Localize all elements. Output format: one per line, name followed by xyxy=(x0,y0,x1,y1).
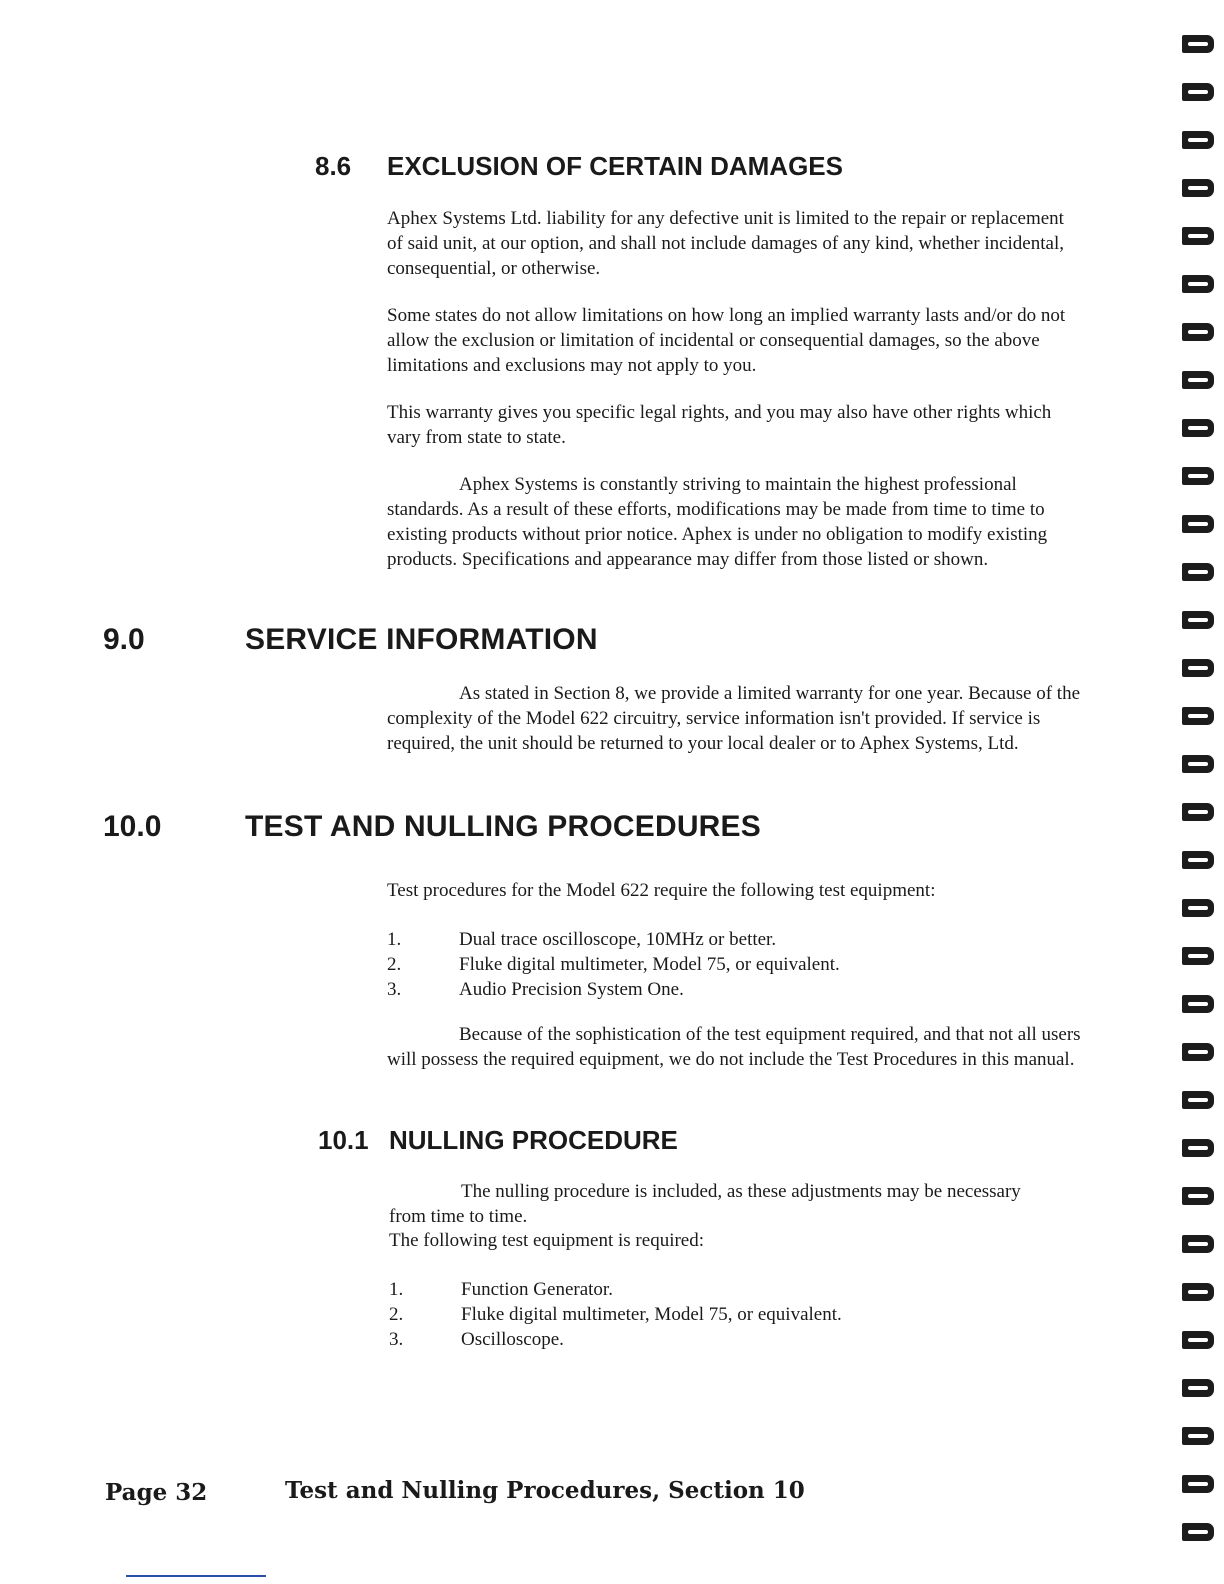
list-item-text: Fluke digital multimeter, Model 75, or equivalent. xyxy=(461,1304,842,1325)
binding-ring xyxy=(1182,899,1214,917)
section-10-equipment-list xyxy=(387,927,987,1002)
binding-ring xyxy=(1182,803,1214,821)
binding-ring xyxy=(1182,83,1214,101)
binding-ring xyxy=(1182,35,1214,53)
section-10-1-number: 10.1 xyxy=(318,1125,369,1155)
binding-ring xyxy=(1182,323,1214,341)
section-8-6-paragraph-2: Some states do not allow limitations on how long an implied warranty lasts and/or do not allow the exclusion or limitation of incidental or consequential damages, so the above limitations and exclusions may not apply to you. xyxy=(387,305,1066,376)
binding-ring xyxy=(1182,851,1214,869)
binding-ring xyxy=(1182,611,1214,629)
list-item xyxy=(389,1327,989,1352)
binding-ring xyxy=(1182,1523,1214,1541)
binding-ring xyxy=(1182,1235,1214,1253)
section-10-title: TEST AND NULLING PROCEDURES xyxy=(245,810,761,843)
list-item-number: 1. xyxy=(387,929,402,950)
section-10-1-paragraph-2: The following test equipment is required: xyxy=(389,1230,705,1251)
binding-ring xyxy=(1182,563,1214,581)
binding-ring xyxy=(1182,179,1214,197)
list-item-number: 3. xyxy=(389,1329,404,1350)
section-10-intro: Test procedures for the Model 622 require the following test equipment: xyxy=(387,880,936,901)
list-item xyxy=(387,977,987,1002)
list-item-number: 1. xyxy=(389,1279,404,1300)
list-item-number: 2. xyxy=(387,954,402,975)
section-8-6-number: 8.6 xyxy=(315,151,352,181)
section-8-6-paragraph-1: Aphex Systems Ltd. liability for any defective unit is limited to the repair or replacement of said unit, at our option, and shall not include damages of any kind, whether incidental, consequential, or otherwise. xyxy=(387,208,1064,279)
list-item-number: 2. xyxy=(389,1304,404,1325)
section-10-paragraph-2: Because of the sophistication of the test equipment required, and that not all users will possess the required equipment, we do not include the Test Procedures in this manual. xyxy=(387,1024,1081,1070)
binding-ring xyxy=(1182,1139,1214,1157)
binding-ring xyxy=(1182,275,1214,293)
binding-ring xyxy=(1182,1427,1214,1445)
section-10-1-equipment-list xyxy=(389,1277,989,1352)
bottom-rule xyxy=(126,1575,266,1577)
binding-ring xyxy=(1182,1379,1214,1397)
binding-ring xyxy=(1182,467,1214,485)
binding-ring xyxy=(1182,947,1214,965)
binding-ring xyxy=(1182,1283,1214,1301)
section-10-number: 10.0 xyxy=(103,810,162,843)
section-8-6-title: EXCLUSION OF CERTAIN DAMAGES xyxy=(387,151,843,181)
list-item-number: 3. xyxy=(387,979,402,1000)
list-item-text: Function Generator. xyxy=(461,1279,613,1300)
section-8-6-paragraph-4: Aphex Systems is constantly striving to maintain the highest professional standards. As a result of these efforts, modifications may be made from time to time to existing products without prior notice. Aphex is under no obligation to modify existing products. Specifications and appearance may differ from those listed or shown. xyxy=(387,474,1048,570)
list-item xyxy=(387,927,987,952)
binding-ring xyxy=(1182,1043,1214,1061)
binding-ring xyxy=(1182,227,1214,245)
list-item xyxy=(389,1277,989,1302)
list-item-text: Oscilloscope. xyxy=(461,1329,564,1350)
binding-ring xyxy=(1182,515,1214,533)
section-9-number: 9.0 xyxy=(103,623,145,656)
binding-ring xyxy=(1182,419,1214,437)
list-item xyxy=(387,952,987,977)
binding-ring xyxy=(1182,755,1214,773)
binding-ring xyxy=(1182,659,1214,677)
section-9-title: SERVICE INFORMATION xyxy=(245,623,598,656)
binding-ring xyxy=(1182,371,1214,389)
section-9-paragraph: As stated in Section 8, we provide a limited warranty for one year. Because of the complexity of the Model 622 circuitry, service information isn't provided. If service is required, the unit should be returned to your local dealer or to Aphex Systems, Ltd. xyxy=(387,683,1080,754)
binding-ring xyxy=(1182,1475,1214,1493)
footer-page-number: Page 32 xyxy=(105,1479,208,1506)
spiral-binding xyxy=(1178,30,1224,1550)
binding-ring xyxy=(1182,1187,1214,1205)
binding-ring xyxy=(1182,1091,1214,1109)
section-10-1-title: NULLING PROCEDURE xyxy=(389,1125,678,1155)
binding-ring xyxy=(1182,1331,1214,1349)
list-item xyxy=(389,1302,989,1327)
binding-ring xyxy=(1182,995,1214,1013)
section-8-6-paragraph-3: This warranty gives you specific legal rights, and you may also have other rights which vary from state to state. xyxy=(387,402,1052,448)
list-item-text: Audio Precision System One. xyxy=(459,979,684,1000)
binding-ring xyxy=(1182,707,1214,725)
binding-ring xyxy=(1182,131,1214,149)
section-10-1-paragraph-1: The nulling procedure is included, as these adjustments may be necessary from time to time. xyxy=(389,1181,1021,1227)
list-item-text: Dual trace oscilloscope, 10MHz or better. xyxy=(459,929,777,950)
list-item-text: Fluke digital multimeter, Model 75, or equivalent. xyxy=(459,954,840,975)
footer-title: Test and Nulling Procedures, Section 10 xyxy=(285,1477,805,1504)
